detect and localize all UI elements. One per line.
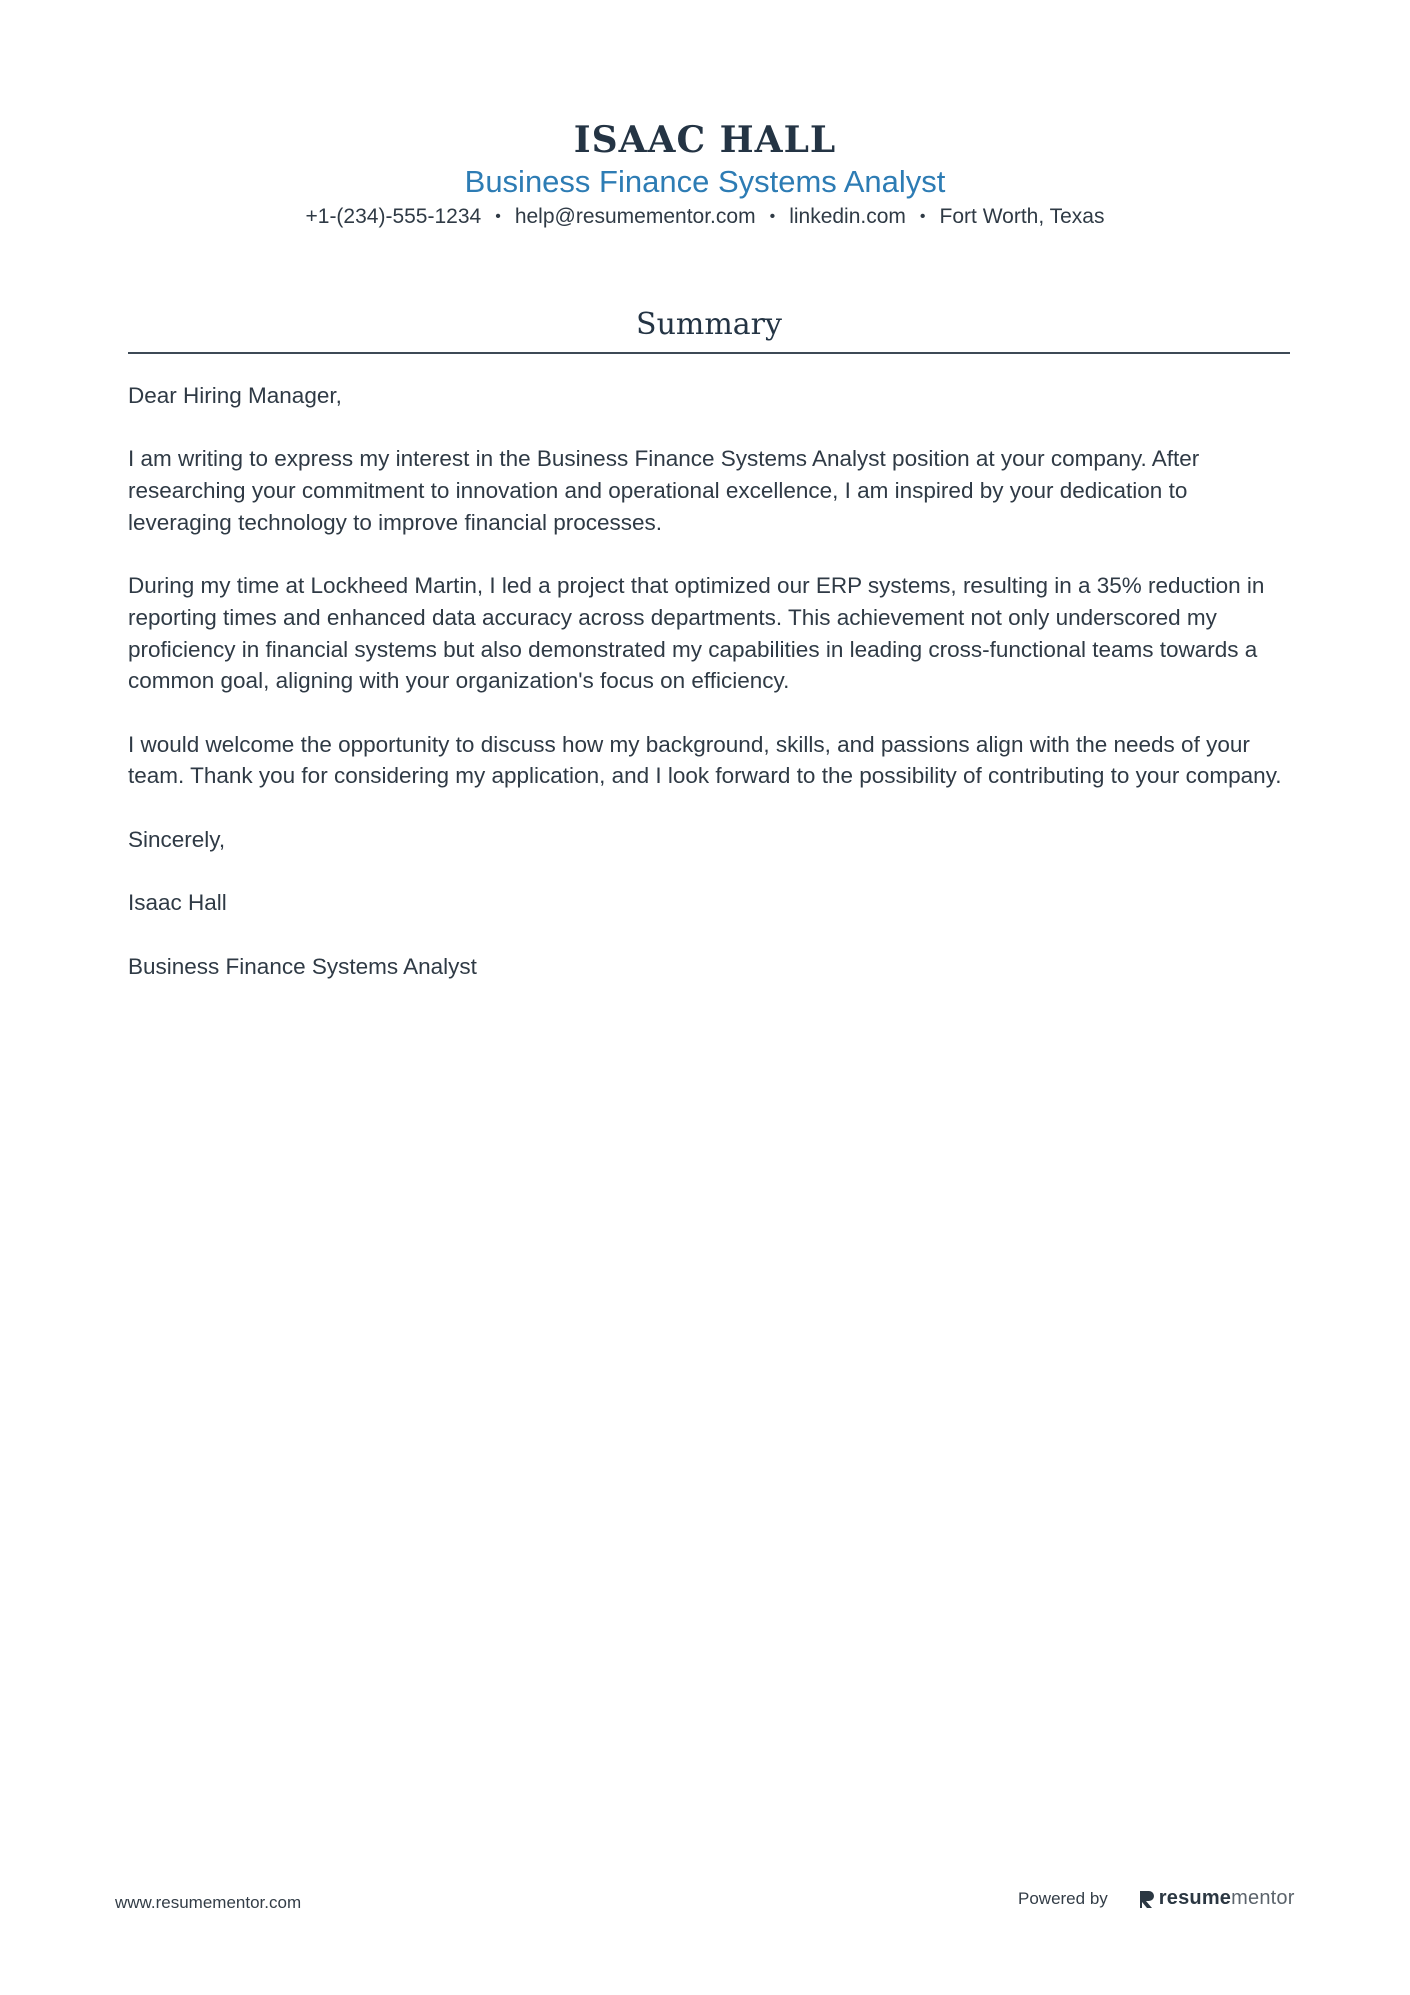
footer-website: www.resumementor.com: [115, 1893, 302, 1912]
letter-paragraph: During my time at Lockheed Martin, I led a project that optimized our ERP systems, resulting in a 35% reduction in reporting times and enhanced data accuracy across departments. This achievement not only underscored my proficiency in financial systems but also demonstrated my capabilities in leading cross-functional teams towards a common goal, aligning with your organization's focus on efficiency.: [128, 573, 1265, 694]
logo-text-bold: resume: [1158, 1887, 1232, 1909]
contact-location: Fort Worth, Texas: [939, 205, 1105, 228]
letter-body: [128, 380, 1290, 1014]
resumementor-logo-icon: [1138, 1889, 1156, 1909]
powered-by-label: Powered by: [1018, 1888, 1108, 1908]
footer-branding: [1018, 1887, 1295, 1910]
letter-paragraph: I am writing to express my interest in the Business Finance Systems Analyst position at your company. After researching your commitment to innovation and operational excellence, I am inspired by your dedication to leveraging technology to improve financial processes.: [128, 446, 1200, 535]
logo-text-light: mentor: [1231, 1887, 1295, 1909]
section-heading: Summary: [636, 307, 782, 342]
applicant-title: Business Finance Systems Analyst: [464, 164, 946, 199]
contact-phone: +1-(234)-555-1234: [305, 205, 482, 228]
signature-name: Isaac Hall: [128, 890, 227, 916]
letter-paragraph: I would welcome the opportunity to discuss how my background, skills, and passions align with the needs of your team. Thank you for considering my application, and I look forward to the possibility of contributing to your company.: [128, 731, 1282, 789]
contact-separator: •: [495, 208, 501, 225]
signature-title: Business Finance Systems Analyst: [128, 953, 477, 979]
contact-separator: •: [919, 208, 926, 225]
applicant-name: ISAAC HALL: [573, 119, 837, 161]
resumementor-logo: [1138, 1887, 1295, 1910]
contact-separator: •: [769, 208, 776, 225]
salutation: Dear Hiring Manager,: [128, 383, 342, 408]
contact-line: [0, 202, 1410, 232]
closing: Sincerely,: [128, 826, 226, 852]
contact-linkedin: linkedin.com: [789, 205, 906, 228]
letter-header: [0, 116, 1410, 232]
contact-email: help@resumementor.com: [514, 205, 756, 228]
section-divider: [128, 352, 1290, 354]
